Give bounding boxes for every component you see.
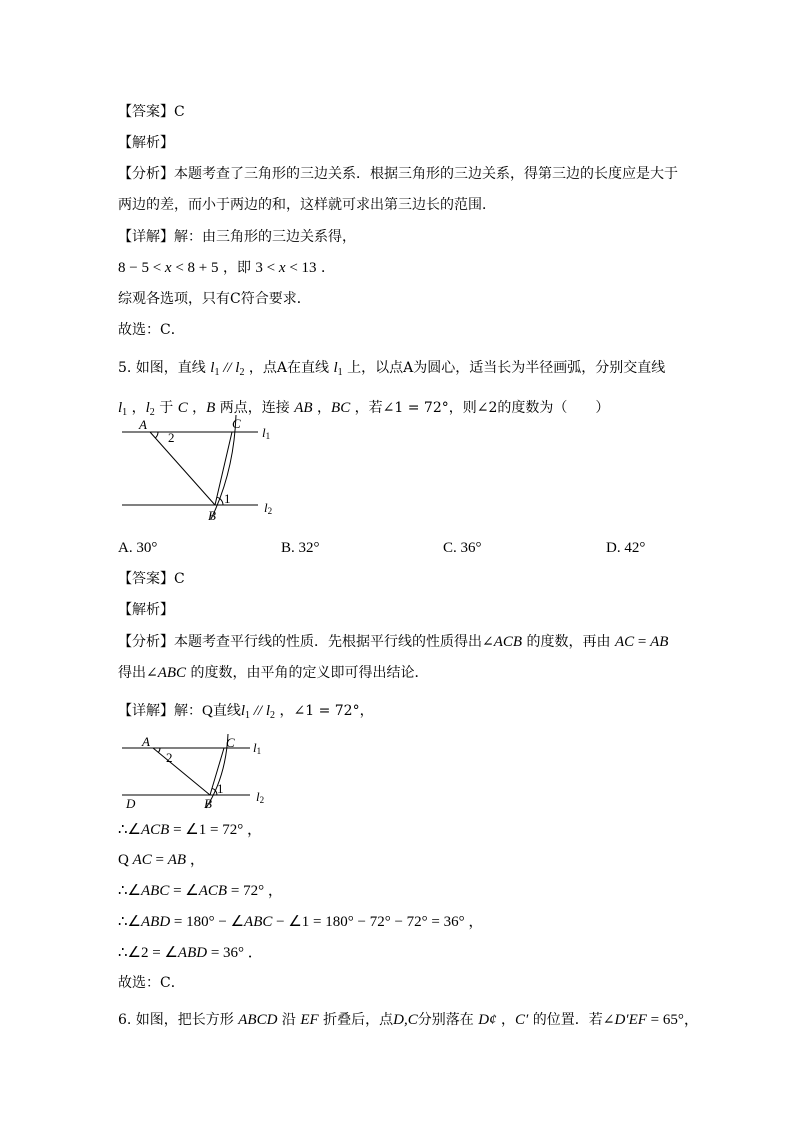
label-l1-letter: l	[262, 425, 266, 440]
math-text: < 13	[285, 260, 317, 276]
q6-stem-line-1	[118, 1010, 699, 1030]
q4-inequality	[118, 258, 335, 278]
q5-analysis-line-1	[118, 632, 668, 652]
math-variable: B	[206, 400, 216, 416]
math-variable: BC	[331, 400, 351, 416]
subscript: 1	[122, 407, 128, 418]
label-l1-subscript: 1	[256, 746, 262, 756]
angle-2-mark	[158, 748, 160, 752]
option-b: B. 32°	[281, 540, 320, 556]
label-c: C	[226, 735, 235, 750]
q5-choice: 故选：C．	[118, 975, 185, 991]
label-l2-subscript: 2	[259, 795, 265, 805]
text-segment: 的度数，由平角的定义即可得出结论．	[186, 665, 429, 681]
math-variable: l	[145, 400, 150, 416]
parallel-symbol: //	[250, 703, 266, 719]
q5-analysis-heading: 【解析】	[118, 602, 174, 618]
text-segment: ，	[187, 400, 207, 416]
math-variable: AC	[614, 634, 635, 650]
text-segment: ，即	[218, 260, 256, 276]
math-text: = 72° ，	[227, 883, 283, 899]
math-text: 8 − 5 <	[118, 260, 165, 276]
q4-conclusion: 综观各选项，只有C符合要求．	[118, 291, 311, 307]
parallel-symbol: //	[219, 360, 236, 376]
q4-analysis-heading: 【解析】	[118, 135, 174, 151]
q5-step-5	[118, 943, 263, 963]
segment-ab	[150, 432, 215, 505]
math-text: ∴∠	[118, 883, 141, 899]
math-text: =	[634, 634, 651, 650]
math-variable: ABD	[177, 945, 208, 961]
math-variable: AB	[294, 400, 313, 416]
math-variable: ACB	[141, 822, 170, 838]
math-variable: C	[407, 1012, 418, 1028]
angle-2-mark	[155, 432, 158, 438]
q4-detail-line: 【详解】解：由三角形的三边关系得，	[118, 229, 356, 245]
q5-step-4	[118, 912, 483, 932]
label-l1-letter: l	[253, 740, 257, 755]
q5-step-1	[118, 820, 262, 840]
label-l2	[256, 789, 264, 805]
label-d: D	[126, 796, 136, 811]
math-text: < 8 + 5	[171, 260, 219, 276]
math-variable: ABCD	[238, 1012, 278, 1028]
label-b: B	[208, 508, 216, 523]
math-variable: AC	[132, 852, 152, 868]
q5-stem-line-1	[118, 358, 665, 378]
q4-analysis-line-1: 【分析】本题考查了三角形的三边关系．根据三角形的三边关系，得第三边的长度应是大于	[118, 166, 678, 182]
figure-parallel-lines-question	[118, 412, 283, 524]
math-text: ∴∠	[118, 822, 141, 838]
text-segment: ，	[127, 400, 146, 416]
label-l1-subscript: 1	[265, 431, 271, 441]
math-variable: EF	[300, 1012, 319, 1028]
label-l1	[262, 425, 270, 441]
text-segment: ．	[316, 260, 335, 276]
text-segment: 的度数，再由	[522, 634, 615, 650]
because-symbol: Q	[118, 852, 133, 868]
label-b: B	[204, 796, 212, 811]
text-segment: 于	[154, 400, 178, 416]
subscript: 2	[239, 367, 245, 378]
text-segment: ，	[496, 1012, 515, 1028]
math-variable: ABC	[141, 883, 170, 899]
math-text: ∴∠	[118, 914, 141, 930]
q4-choice: 故选：C．	[118, 322, 185, 338]
math-variable: AB	[650, 634, 669, 650]
q5-detail-line	[118, 701, 374, 721]
math-variable: ABD	[141, 914, 171, 930]
math-variable: C′	[514, 1012, 529, 1028]
text-segment: 沿	[277, 1012, 301, 1028]
because-symbol: Q	[202, 703, 213, 719]
math-text: = 65°，	[646, 1012, 699, 1028]
math-variable: D	[393, 1012, 404, 1028]
subscript: 1	[214, 367, 220, 378]
math-text: =	[151, 852, 168, 868]
label-angle-2: 2	[168, 430, 175, 445]
math-variable: ABC	[157, 665, 187, 681]
math-variable: l	[118, 400, 123, 416]
text-segment: 直线	[212, 703, 241, 719]
subscript: 2	[149, 407, 155, 418]
option-c: C. 36°	[443, 540, 482, 556]
math-variable: x	[278, 260, 286, 276]
math-variable: ACB	[198, 883, 228, 899]
q5-step-2	[118, 850, 205, 870]
label-a: A	[142, 734, 150, 749]
math-text: = ∠	[169, 883, 199, 899]
math-text: = 180° − ∠	[170, 914, 245, 930]
text-segment: ，	[312, 400, 332, 416]
subscript: 2	[270, 710, 276, 721]
text-segment: 上，以点A为圆心，适当长为半径画弧，分别交直线	[342, 360, 666, 376]
math-variable: l	[240, 703, 246, 719]
math-variable: l	[235, 360, 240, 376]
label-l2-subscript: 2	[267, 506, 273, 516]
text-segment: 【详解】解：	[118, 703, 202, 719]
math-variable: ACB	[493, 634, 523, 650]
math-text: 3 <	[255, 260, 279, 276]
text-segment: 6. 如图，把长方形	[118, 1012, 239, 1028]
text-segment: 两点，连接	[215, 400, 295, 416]
math-variable: l	[265, 703, 271, 719]
math-variable: l	[210, 360, 215, 376]
text-segment: 分别落在	[417, 1012, 479, 1028]
option-d: D. 42°	[606, 540, 646, 556]
text-segment: 5. 如图，直线	[118, 360, 211, 376]
text-segment: 的位置．若∠	[528, 1012, 615, 1028]
text-segment: 折叠后，点	[318, 1012, 394, 1028]
figure-parallel-lines-solution	[118, 732, 278, 812]
subscript: 1	[245, 710, 251, 721]
math-text: = ∠1 = 72° ，	[169, 822, 262, 838]
text-segment: ，∠1 = 72°，	[275, 703, 374, 719]
segment-ab	[153, 748, 210, 795]
label-l1	[253, 740, 261, 756]
subscript: 1	[337, 367, 343, 378]
math-text: ，	[186, 852, 205, 868]
label-angle-2: 2	[166, 750, 173, 765]
math-variable: x	[164, 260, 172, 276]
math-text: − ∠1 = 180° − 72° − 72° = 36° ，	[272, 914, 484, 930]
math-text: = 36° ．	[207, 945, 263, 961]
label-angle-1: 1	[224, 491, 231, 506]
text-segment: ，点A在直线	[244, 360, 334, 376]
math-variable: C	[177, 400, 188, 416]
q5-step-3	[118, 881, 283, 901]
label-c: C	[232, 416, 241, 431]
math-variable: D¢	[478, 1012, 497, 1028]
math-text: ,	[403, 1012, 408, 1028]
text-segment: 得出∠	[118, 665, 158, 681]
text-segment: 【分析】本题考查平行线的性质．先根据平行线的性质得出∠	[118, 634, 494, 650]
label-l2-letter: l	[256, 789, 260, 804]
q4-analysis-line-2: 两边的差，而小于两边的和，这样就可求出第三边长的范围．	[118, 197, 496, 213]
q5-analysis-line-2	[118, 663, 429, 683]
q4-answer: 【答案】C	[118, 104, 185, 120]
math-variable: ABC	[244, 914, 273, 930]
label-a: A	[139, 417, 147, 432]
q5-answer: 【答案】C	[118, 571, 185, 587]
math-variable: D′EF	[614, 1012, 647, 1028]
label-angle-1: 1	[217, 781, 224, 796]
label-l2	[264, 500, 272, 516]
math-variable: AB	[167, 852, 187, 868]
option-a: A. 30°	[118, 540, 158, 556]
math-variable: l	[333, 360, 338, 376]
math-text: ∴∠2 = ∠	[118, 945, 178, 961]
label-l2-letter: l	[264, 500, 268, 515]
text-segment: ，若∠1 = 72°，则∠2的度数为（ ）	[350, 400, 610, 416]
